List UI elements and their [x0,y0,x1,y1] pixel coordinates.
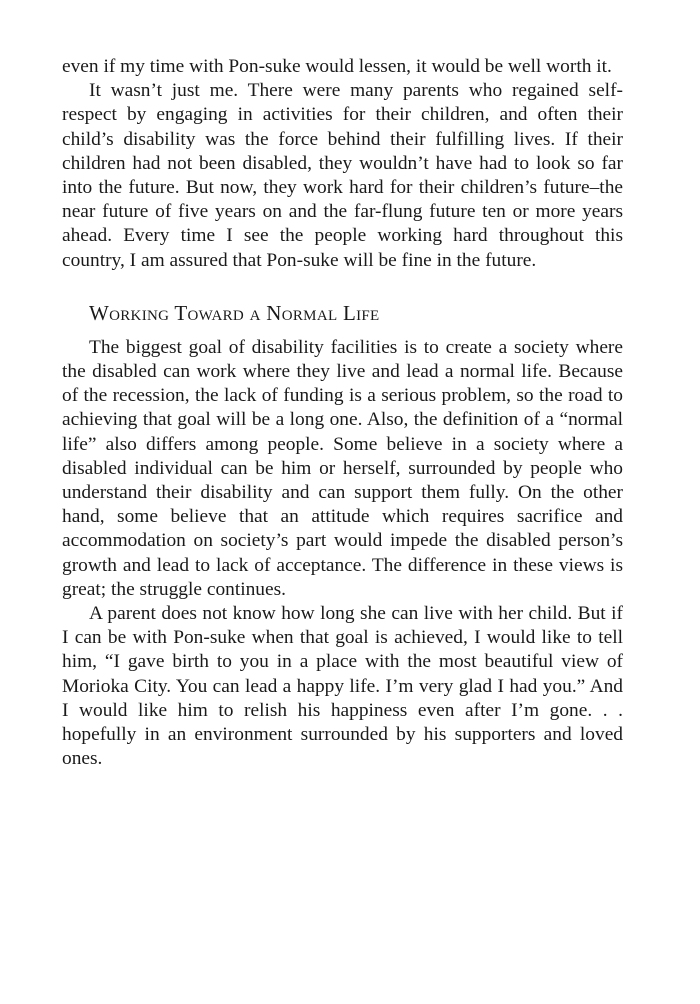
paragraph-parent-hope: A parent does not know how long she can live with her child. But if I can be with Pon-suke when that goal is achieved, I would like to tell him, “I gave birth to you in a place with the most beautiful view of Morioka City. You can lead a happy life. I’m very glad I had you.” And I would like him to relish his happiness even after I’m gone. . . hopefully in an environment surrounded by his supporters and loved ones. [62,603,623,770]
book-page [62,55,623,771]
paragraph-parents: It wasn’t just me. There were many parents who regained self-respect by engaging in activities for their children, and often their child’s disability was the force behind their fulfilling lives. If their children had not been disabled, they wouldn’t have had to look so far into the future. But now, they work hard for their children’s future–the near future of five years on and the far-flung future ten or more years ahead. Every time I see the people working hard throughout this country, I am assured that Pon-suke will be fine in the future. [62,80,623,271]
section-heading: Working Toward a Normal Life [89,300,380,325]
paragraph-continuation: even if my time with Pon-suke would lessen, it would be well worth it. [62,56,612,77]
paragraph-goal: The biggest goal of disability facilities is to create a society where the disabled can work where they live and lead a normal life. Because of the recession, the lack of funding is a serious problem, so the road to achieving that goal will be a long one. Also, the definition of a “normal life” also differs among people. Some believe in a society where a disabled individual can be him or herself, surrounded by people who understand their disability and can support them fully. On the other hand, some believe that an attitude which requires sacrifice and accommodation on society’s part would impede the disabled person’s growth and lead to lack of acceptance. The difference in these views is great; the struggle continues. [62,336,623,600]
